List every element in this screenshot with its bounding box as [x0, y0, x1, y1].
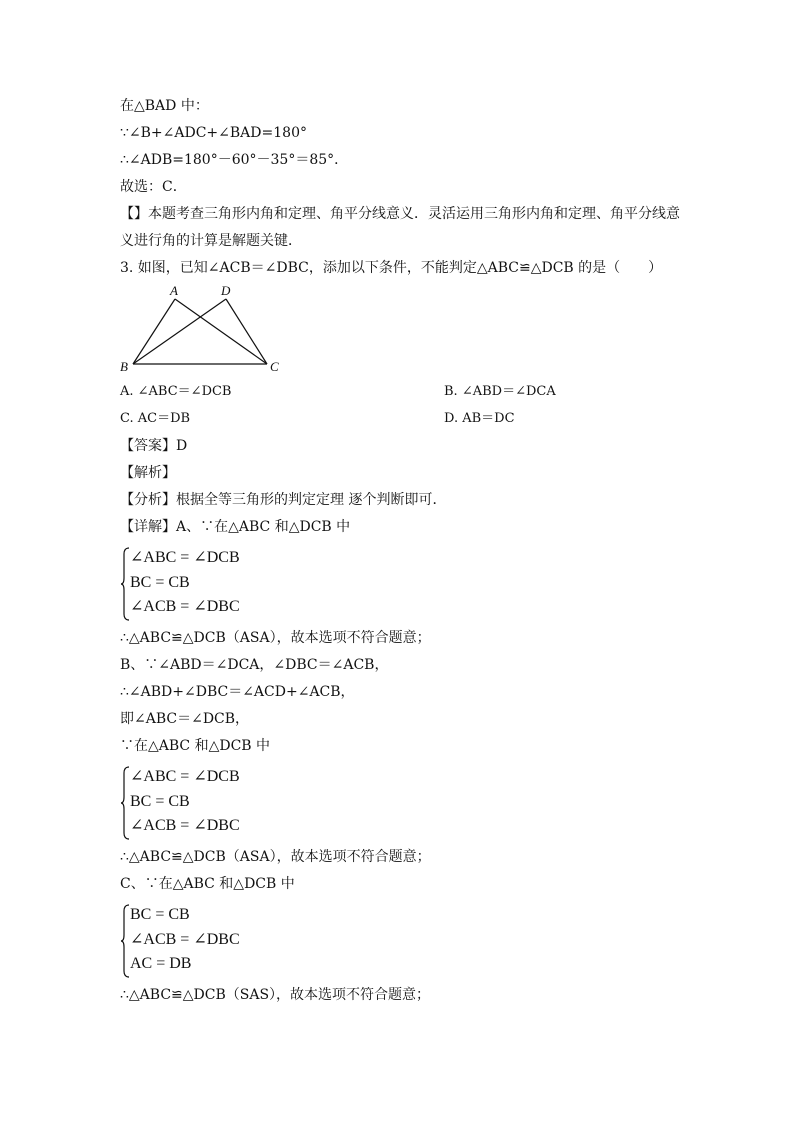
text-line: ∵在△ABC 和△DCB 中 — [120, 738, 271, 754]
analysis-heading: 【解析】 — [120, 465, 176, 481]
system-row: ∠ACB = ∠DBC — [130, 598, 240, 615]
option-c: C. AC＝DB — [120, 411, 191, 426]
system-row: BC = CB — [130, 793, 190, 810]
equation-system-a — [120, 546, 320, 622]
system-row: AC = DB — [130, 955, 192, 972]
label-d: D — [221, 283, 231, 298]
text-line: ∴∠ABD+∠DBC＝∠ACD+∠ACB， — [120, 684, 355, 700]
text-line: 【】本题考查三角形内角和定理、角平分线意义．灵活运用三角形内角和定理、角平分线意 — [120, 206, 680, 222]
label-a: A — [170, 283, 178, 298]
equation-system-c — [120, 903, 320, 979]
system-row: ∠ACB = ∠DBC — [130, 817, 240, 834]
option-d: D. AB＝DC — [444, 411, 515, 426]
label-c: C — [270, 359, 279, 374]
text-line: 在△BAD 中： — [120, 98, 209, 114]
text-line: ∴∠ADB=180°－60°－35°＝85°． — [120, 152, 349, 168]
conclusion-a: ∴△ABC≌△DCB（ASA），故本选项不符合题意； — [120, 630, 431, 646]
detail-a-line: 【详解】A、∵在△ABC 和△DCB 中 — [120, 519, 351, 535]
text-line: 义进行角的计算是解题关键． — [120, 233, 302, 249]
text-line: ∵∠B+∠ADC+∠BAD=180° — [120, 125, 307, 141]
triangle-figure — [110, 283, 300, 378]
system-row: ∠ACB = ∠DBC — [130, 931, 240, 948]
text-line: B、∵∠ABD＝∠DCA，∠DBC＝∠ACB， — [120, 657, 389, 673]
text-line: C、∵在△ABC 和△DCB 中 — [120, 876, 295, 892]
option-a: A. ∠ABC＝∠DCB — [120, 384, 232, 399]
answer-line: 【答案】D — [120, 438, 188, 454]
system-row: BC = CB — [130, 574, 190, 591]
conclusion-c: ∴△ABC≌△DCB（SAS），故本选项不符合题意； — [120, 987, 431, 1003]
brace-icon — [120, 765, 130, 841]
equation-system-b — [120, 765, 320, 841]
brace-icon — [120, 546, 130, 622]
conclusion-b: ∴△ABC≌△DCB（ASA），故本选项不符合题意； — [120, 849, 431, 865]
analysis-line: 【分析】根据全等三角形的判定定理 逐个判断即可． — [120, 492, 447, 508]
brace-icon — [120, 903, 130, 979]
text-line: 故选：C． — [120, 179, 187, 195]
system-row: BC = CB — [130, 906, 190, 923]
text-line: 即∠ABC＝∠DCB， — [120, 711, 250, 727]
option-b: B. ∠ABD＝∠DCA — [444, 384, 556, 399]
system-row: ∠ABC = ∠DCB — [130, 549, 240, 566]
system-row: ∠ABC = ∠DCB — [130, 768, 240, 785]
label-b: B — [120, 359, 128, 374]
question-3: 3. 如图，已知∠ACB＝∠DBC，添加以下条件，不能判定△ABC≌△DCB 的是（ ） — [120, 260, 663, 276]
